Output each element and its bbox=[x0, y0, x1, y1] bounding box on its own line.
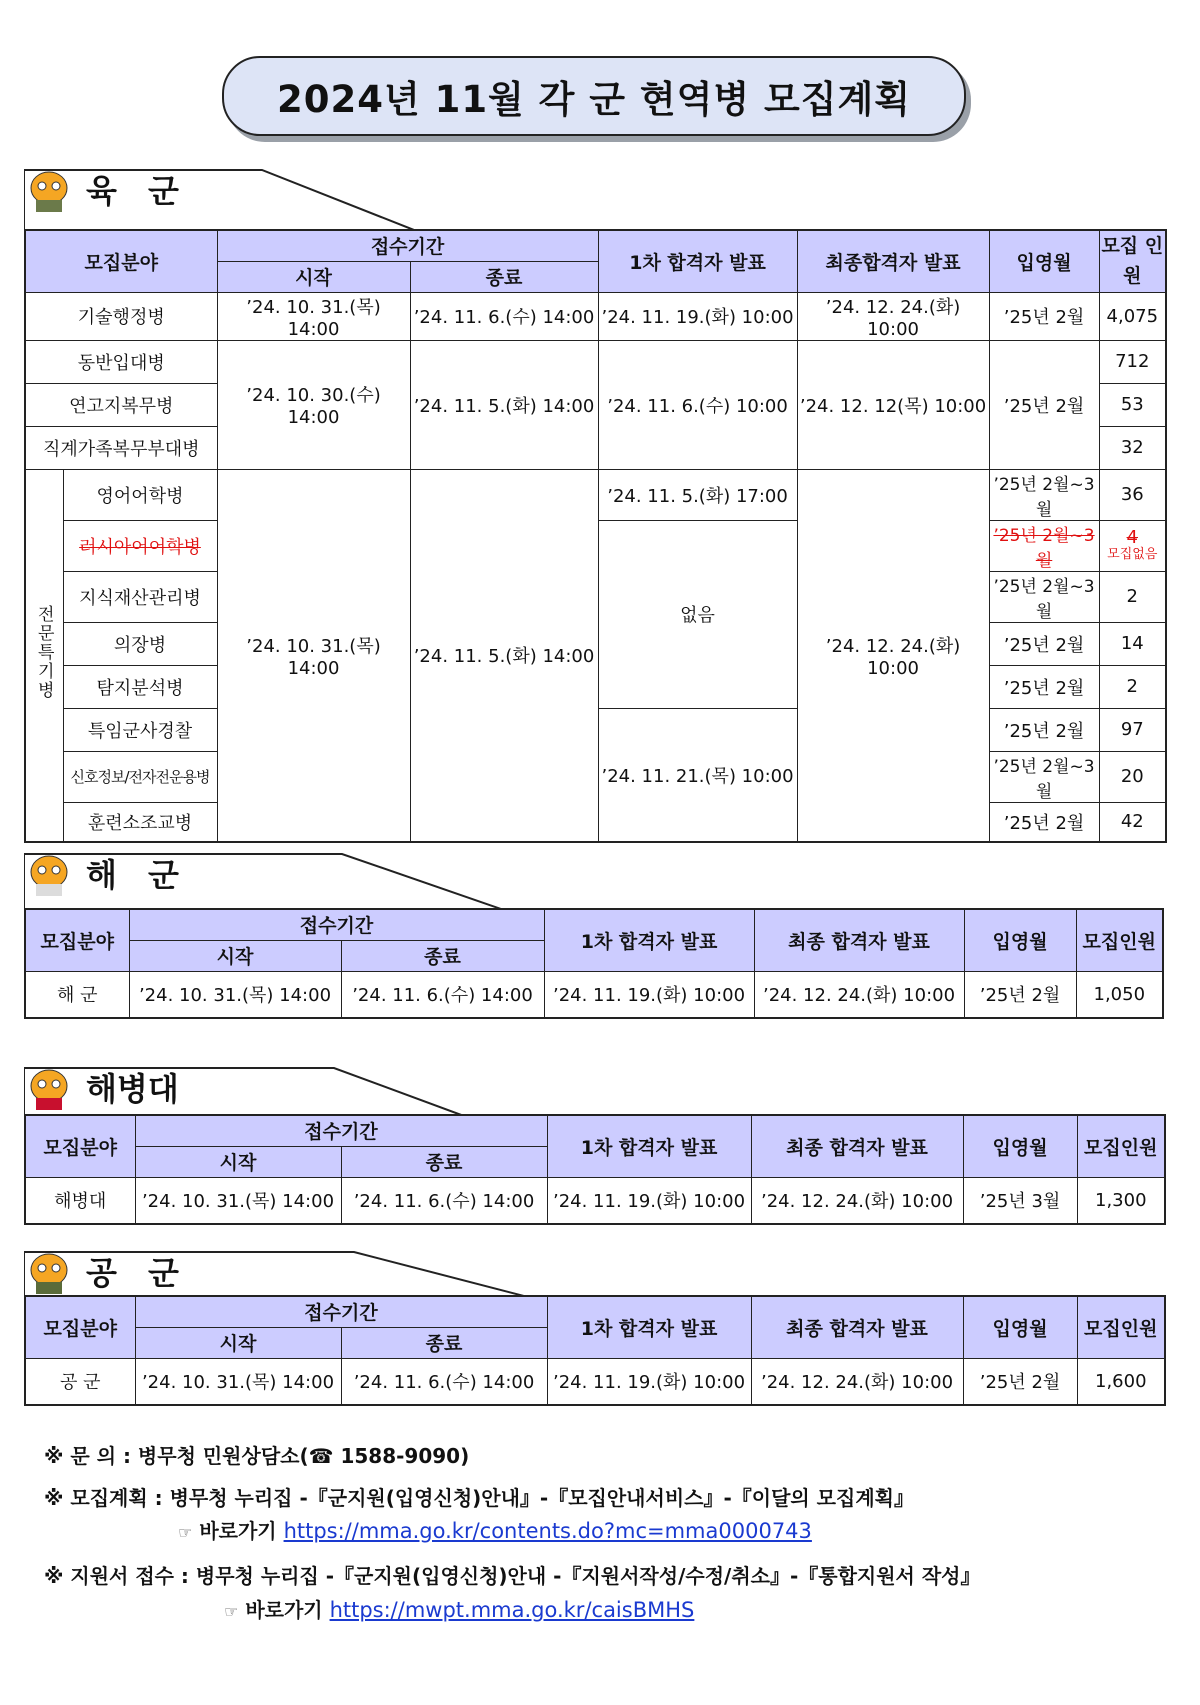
marines-first-cell: ’24. 11. 19.(화) 10:00 bbox=[547, 1177, 751, 1224]
page-title-box bbox=[222, 56, 966, 136]
navy-label: 해 군 bbox=[86, 856, 189, 894]
navy-final-cell: ’24. 12. 24.(화) 10:00 bbox=[754, 971, 964, 1018]
navy-end-cell: ’24. 11. 6.(수) 14:00 bbox=[341, 971, 544, 1018]
airforce-section-header bbox=[24, 1250, 524, 1296]
airforce-header-field: 모집분야 bbox=[25, 1296, 135, 1358]
plan-note: ※ 모집계획 : 병무청 누리집 -『군지원(입영신청)안내』-『모집안내서비스』-『이달의 모집계획』 bbox=[44, 1486, 914, 1510]
army-count-cell: 97 bbox=[1099, 708, 1166, 751]
army-count-cell: 32 bbox=[1099, 426, 1166, 469]
recruit-none-note: 모집없음 bbox=[1107, 547, 1158, 562]
army-month-cell: ’25년 2월~3월 bbox=[989, 571, 1099, 622]
marines-header-month: 입영월 bbox=[963, 1115, 1077, 1177]
army-month-cell: ’25년 2월 bbox=[989, 340, 1099, 469]
navy-header-final: 최종 합격자 발표 bbox=[754, 909, 964, 971]
army-header-final: 최종합격자 발표 bbox=[797, 230, 989, 292]
airforce-header-start: 시작 bbox=[135, 1327, 341, 1358]
airforce-final-cell: ’24. 12. 24.(화) 10:00 bbox=[751, 1358, 963, 1405]
army-field-cell: 탐지분석병 bbox=[63, 665, 217, 708]
apply-link[interactable]: https://mwpt.mma.go.kr/caisBMHS bbox=[329, 1598, 695, 1622]
army-field-cell: 훈련소조교병 bbox=[63, 802, 217, 842]
army-start-cell: ’24. 10. 31.(목) 14:00 bbox=[217, 469, 410, 842]
navy-field-cell: 해 군 bbox=[25, 971, 129, 1018]
army-field-cell: 영어어학병 bbox=[63, 469, 217, 520]
army-first-cell: ’24. 11. 21.(목) 10:00 bbox=[598, 708, 797, 842]
airforce-table bbox=[24, 1295, 1166, 1406]
airforce-field-cell: 공 군 bbox=[25, 1358, 135, 1405]
airforce-month-cell: ’25년 2월 bbox=[963, 1358, 1077, 1405]
tiger-mascot-icon bbox=[24, 168, 74, 212]
army-count-cell: 20 bbox=[1099, 751, 1166, 802]
tiger-mascot-icon bbox=[24, 1066, 74, 1110]
army-header-end: 종료 bbox=[410, 261, 598, 292]
marines-table bbox=[24, 1114, 1166, 1225]
marines-header-field: 모집분야 bbox=[25, 1115, 135, 1177]
airforce-header-first: 1차 합격자 발표 bbox=[547, 1296, 751, 1358]
army-final-cell: ’24. 12. 24.(화) 10:00 bbox=[797, 469, 989, 842]
army-end-cell: ’24. 11. 5.(화) 14:00 bbox=[410, 340, 598, 469]
army-field-cell: 의장병 bbox=[63, 622, 217, 665]
plan-go-label: 바로가기 bbox=[199, 1519, 277, 1543]
army-end-cell: ’24. 11. 5.(화) 14:00 bbox=[410, 469, 598, 842]
army-month-cell: ’25년 2월 bbox=[989, 665, 1099, 708]
airforce-header-final: 최종 합격자 발표 bbox=[751, 1296, 963, 1358]
army-count-cell-cancelled: 4 모집없음 bbox=[1099, 520, 1166, 571]
navy-header-first: 1차 합격자 발표 bbox=[544, 909, 754, 971]
army-count-cell: 42 bbox=[1099, 802, 1166, 842]
navy-count-cell: 1,050 bbox=[1076, 971, 1163, 1018]
navy-first-cell: ’24. 11. 19.(화) 10:00 bbox=[544, 971, 754, 1018]
army-header-start: 시작 bbox=[217, 261, 410, 292]
pointer-icon: ☞ bbox=[178, 1523, 193, 1542]
airforce-header-count: 모집인원 bbox=[1077, 1296, 1165, 1358]
army-month-cell: ’25년 2월 bbox=[989, 292, 1099, 340]
army-count-cell: 2 bbox=[1099, 571, 1166, 622]
army-count-cell: 53 bbox=[1099, 383, 1166, 426]
marines-end-cell: ’24. 11. 6.(수) 14:00 bbox=[341, 1177, 547, 1224]
army-table bbox=[24, 229, 1167, 843]
army-field-cell: 신호정보/전자전운용병 bbox=[63, 751, 217, 802]
army-count-cell: 36 bbox=[1099, 469, 1166, 520]
airforce-first-cell: ’24. 11. 19.(화) 10:00 bbox=[547, 1358, 751, 1405]
army-first-cell: 없음 bbox=[598, 520, 797, 708]
army-first-cell: ’24. 11. 6.(수) 10:00 bbox=[598, 340, 797, 469]
marines-section-header bbox=[24, 1066, 464, 1112]
navy-header-month: 입영월 bbox=[964, 909, 1076, 971]
marines-header-end: 종료 bbox=[341, 1146, 547, 1177]
army-header-month: 입영월 bbox=[989, 230, 1099, 292]
navy-month-cell: ’25년 2월 bbox=[964, 971, 1076, 1018]
marines-count-cell: 1,300 bbox=[1077, 1177, 1165, 1224]
navy-header-count: 모집인원 bbox=[1076, 909, 1163, 971]
army-month-cell: ’25년 2월 bbox=[989, 622, 1099, 665]
army-first-cell: ’24. 11. 5.(화) 17:00 bbox=[598, 469, 797, 520]
army-header-field: 모집분야 bbox=[25, 230, 217, 292]
airforce-label: 공 군 bbox=[86, 1254, 189, 1292]
airforce-header-period: 접수기간 bbox=[135, 1296, 547, 1327]
army-section-header bbox=[24, 168, 414, 214]
specialist-group-label: 전문특기병 bbox=[25, 469, 63, 842]
marines-header-start: 시작 bbox=[135, 1146, 341, 1177]
army-header-period: 접수기간 bbox=[217, 230, 598, 261]
marines-header-count: 모집인원 bbox=[1077, 1115, 1165, 1177]
airforce-header-end: 종료 bbox=[341, 1327, 547, 1358]
army-field-cell: 동반입대병 bbox=[25, 340, 217, 383]
airforce-header-month: 입영월 bbox=[963, 1296, 1077, 1358]
inquiry-note: ※ 문 의 : 병무청 민원상담소(☎ 1588-9090) bbox=[44, 1444, 470, 1468]
army-first-cell: ’24. 11. 19.(화) 10:00 bbox=[598, 292, 797, 340]
marines-final-cell: ’24. 12. 24.(화) 10:00 bbox=[751, 1177, 963, 1224]
marines-header-final: 최종 합격자 발표 bbox=[751, 1115, 963, 1177]
army-final-cell: ’24. 12. 12(목) 10:00 bbox=[797, 340, 989, 469]
army-start-cell: ’24. 10. 31.(목) 14:00 bbox=[217, 292, 410, 340]
army-field-cell: 기술행정병 bbox=[25, 292, 217, 340]
airforce-count-cell: 1,600 bbox=[1077, 1358, 1165, 1405]
navy-header-period: 접수기간 bbox=[129, 909, 544, 940]
apply-go-label: 바로가기 bbox=[245, 1598, 323, 1622]
navy-header-field: 모집분야 bbox=[25, 909, 129, 971]
army-field-cell: 특임군사경찰 bbox=[63, 708, 217, 751]
army-field-cell: 연고지복무병 bbox=[25, 383, 217, 426]
army-header-first: 1차 합격자 발표 bbox=[598, 230, 797, 292]
army-start-cell: ’24. 10. 30.(수) 14:00 bbox=[217, 340, 410, 469]
army-month-cell: ’25년 2월 bbox=[989, 708, 1099, 751]
army-month-cell: ’25년 2월~3월 bbox=[989, 751, 1099, 802]
airforce-end-cell: ’24. 11. 6.(수) 14:00 bbox=[341, 1358, 547, 1405]
army-month-cell: ’25년 2월 bbox=[989, 802, 1099, 842]
marines-start-cell: ’24. 10. 31.(목) 14:00 bbox=[135, 1177, 341, 1224]
section-tab-shape bbox=[24, 168, 414, 230]
navy-start-cell: ’24. 10. 31.(목) 14:00 bbox=[129, 971, 341, 1018]
apply-note: ※ 지원서 접수 : 병무청 누리집 -『군지원(입영신청)안내 -『지원서작성/수정/취소』-『통합지원서 작성』 bbox=[44, 1564, 981, 1588]
marines-header-period: 접수기간 bbox=[135, 1115, 547, 1146]
army-header-count: 모집 인원 bbox=[1099, 230, 1166, 292]
army-month-cell: ’25년 2월~3월 bbox=[989, 469, 1099, 520]
army-field-cell-cancelled: 러시아어어학병 bbox=[63, 520, 217, 571]
army-count-cell: 712 bbox=[1099, 340, 1166, 383]
apply-link-line bbox=[224, 1594, 694, 1623]
marines-header-first: 1차 합격자 발표 bbox=[547, 1115, 751, 1177]
pointer-icon: ☞ bbox=[224, 1602, 239, 1621]
army-count-cell: 14 bbox=[1099, 622, 1166, 665]
marines-label: 해병대 bbox=[86, 1070, 179, 1108]
army-end-cell: ’24. 11. 6.(수) 14:00 bbox=[410, 292, 598, 340]
plan-link-line bbox=[178, 1515, 812, 1544]
army-final-cell: ’24. 12. 24.(화) 10:00 bbox=[797, 292, 989, 340]
army-count-cell: 2 bbox=[1099, 665, 1166, 708]
page-title: 2024년 11월 각 군 현역병 모집계획 bbox=[276, 78, 912, 121]
airforce-start-cell: ’24. 10. 31.(목) 14:00 bbox=[135, 1358, 341, 1405]
navy-section-header bbox=[24, 852, 504, 898]
army-label: 육 군 bbox=[86, 172, 189, 210]
navy-table bbox=[24, 908, 1164, 1019]
army-month-cell-cancelled: ’25년 2월~3월 bbox=[989, 520, 1099, 571]
army-field-cell: 지식재산관리병 bbox=[63, 571, 217, 622]
army-count-cell: 4,075 bbox=[1099, 292, 1166, 340]
army-field-cell: 직계가족복무부대병 bbox=[25, 426, 217, 469]
navy-header-end: 종료 bbox=[341, 940, 544, 971]
navy-header-start: 시작 bbox=[129, 940, 341, 971]
tiger-mascot-icon bbox=[24, 1250, 74, 1294]
plan-link[interactable]: https://mma.go.kr/contents.do?mc=mma0000743 bbox=[283, 1519, 812, 1543]
tiger-mascot-icon bbox=[24, 852, 74, 896]
marines-month-cell: ’25년 3월 bbox=[963, 1177, 1077, 1224]
marines-field-cell: 해병대 bbox=[25, 1177, 135, 1224]
